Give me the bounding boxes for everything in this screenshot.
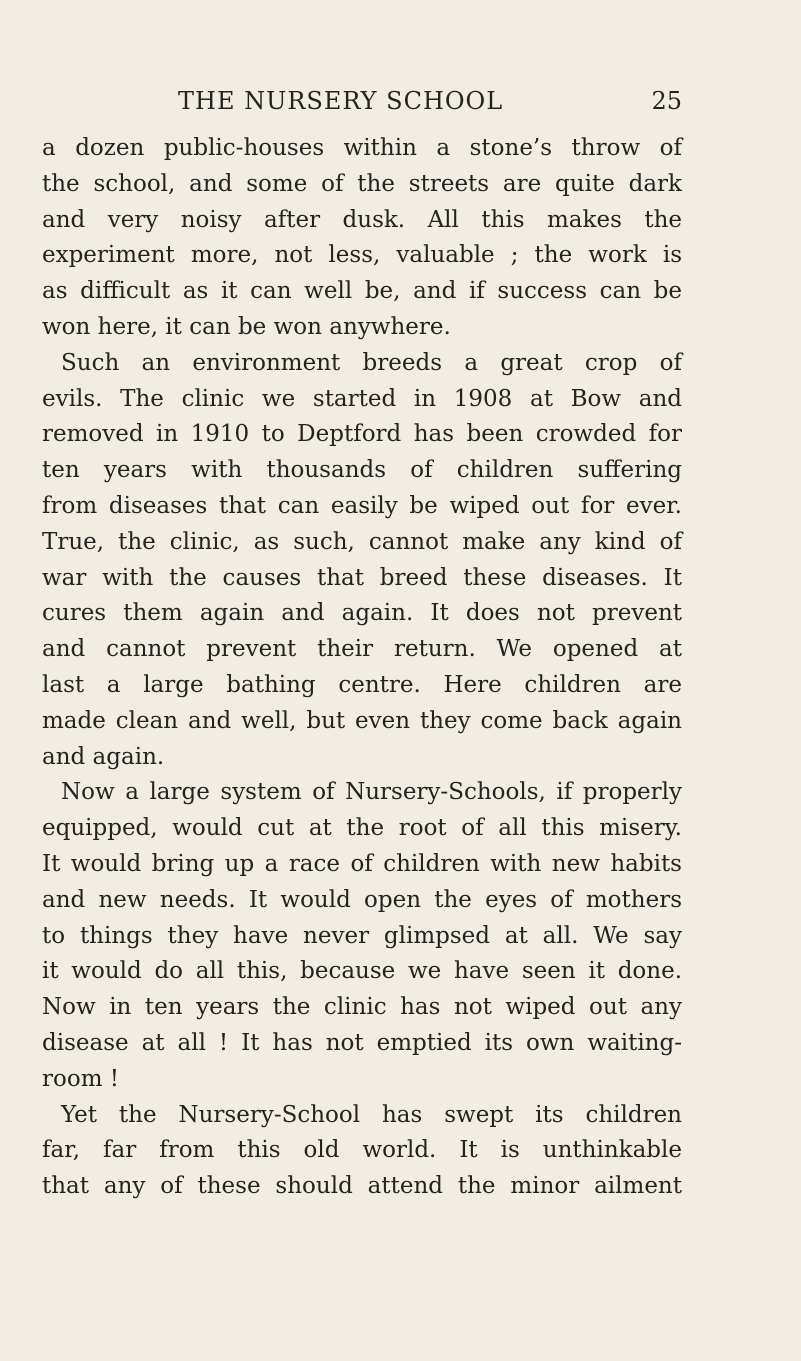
text-line: as difficult as it can well be, and if success can be xyxy=(42,278,682,305)
text-line: last a large bathing centre. Here children are xyxy=(42,671,682,698)
text-line: made clean and well, but even they come back again xyxy=(42,707,682,734)
text-line: Now in ten years the clinic has not wiped out any xyxy=(42,994,682,1021)
text-line: ten years with thousands of children suffering xyxy=(42,457,682,484)
text-line: it would do all this, because we have seen it done. xyxy=(42,958,682,985)
text-line: room ! xyxy=(42,1065,120,1092)
text-line: won here, it can be won anywhere. xyxy=(42,313,451,340)
text-line: evils. The clinic we started in 1908 at Bow and xyxy=(42,385,682,412)
running-head xyxy=(42,87,682,121)
page-number: 25 xyxy=(651,87,682,115)
text-line: war with the causes that breed these diseases. It xyxy=(42,564,682,591)
text-line: to things they have never glimpsed at all. We say xyxy=(42,922,682,949)
text-line: It would bring up a race of children with new habits xyxy=(42,850,682,877)
text-line: removed in 1910 to Deptford has been crowded for xyxy=(42,421,682,448)
text-line: the school, and some of the streets are quite dark xyxy=(42,170,682,197)
text-line: disease at all ! It has not emptied its own waiting- xyxy=(42,1029,682,1056)
text-line: that any of these should attend the minor ailment xyxy=(42,1173,682,1200)
text-line: far, far from this old world. It is unthinkable xyxy=(42,1137,682,1164)
body-text xyxy=(42,131,682,1205)
text-line: and very noisy after dusk. All this makes the xyxy=(42,206,682,233)
text-line: equipped, would cut at the root of all this misery. xyxy=(42,815,682,842)
text-line: from diseases that can easily be wiped out for ever. xyxy=(42,492,682,519)
text-line: a dozen public-houses within a stone’s throw of xyxy=(42,135,682,161)
text-line: experiment more, not less, valuable ; the work is xyxy=(42,242,682,269)
text-line: and again. xyxy=(42,743,165,770)
text-line: Now a large system of Nursery-Schools, if properly xyxy=(61,779,682,806)
text-line: True, the clinic, as such, cannot make any kind of xyxy=(42,528,682,555)
text-line: Yet the Nursery-School has swept its children xyxy=(61,1101,682,1128)
text-line: and new needs. It would open the eyes of mothers xyxy=(42,886,682,913)
running-title: THE NURSERY SCHOOL xyxy=(178,87,504,115)
text-line: cures them again and again. It does not prevent xyxy=(42,600,682,627)
text-line: and cannot prevent their return. We opened at xyxy=(42,636,682,663)
text-line: Such an environment breeds a great crop of xyxy=(61,349,682,376)
